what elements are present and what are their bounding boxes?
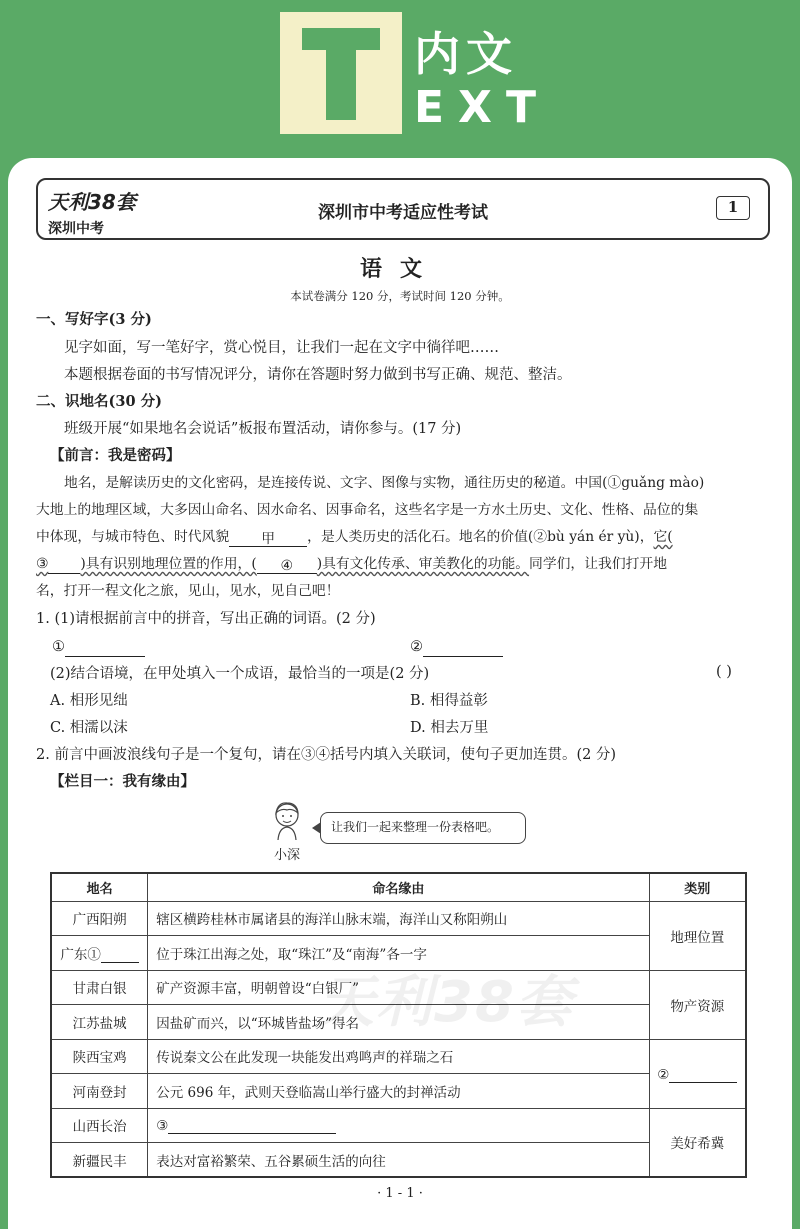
table-row: [51, 901, 746, 936]
reason-cell: 矿产资源丰富，明朝曾设“白银厂”: [148, 970, 649, 1005]
brand-sub: 深圳中考: [48, 221, 104, 237]
place-name-cell: 甘肃白银: [51, 970, 148, 1005]
header-cn: 内文: [414, 27, 518, 81]
reason-cell: 辖区横跨桂林市属诸县的海洋山脉末端，海洋山又称阳朔山: [148, 901, 649, 936]
title-bar: [36, 178, 770, 240]
option-c[interactable]: C. 相濡以沫: [50, 720, 128, 736]
preface-line-2: 大地上的地理区域，大多因山命名、因水命名、因事命名，这些名字是一方水土历史、文化、性格、品位的集: [36, 502, 699, 518]
preface-line-3: 中体现，与城市特色、时代风貌 甲 ，是人类历史的活化石。地名的价值(②bù yán ér yù)，它(: [36, 529, 673, 547]
header-banner: [0, 0, 800, 160]
watermark: 天利38套: [318, 970, 574, 1035]
option-a[interactable]: A. 相形见绌: [50, 693, 128, 709]
reason-cell: 公元 696 年，武则天登临嵩山举行盛大的封禅活动: [148, 1074, 649, 1109]
q1-answer-1: ①: [52, 637, 145, 657]
table-blank-1[interactable]: [101, 945, 139, 963]
answer-blank-2[interactable]: [423, 639, 503, 657]
place-name-cell: 山西长治: [51, 1108, 148, 1143]
avatar-label: 小深: [274, 848, 301, 863]
q1-answer-paren[interactable]: ( ): [716, 664, 732, 680]
q1-stem-2: (2)结合语境，在甲处填入一个成语，最恰当的一项是(2 分): [50, 666, 430, 682]
reason-cell: 因盐矿而兴，以“环城皆盐场”得名: [148, 1005, 649, 1040]
preface-line-4: ③ )具有识别地理位置的作用，( ④ )具有文化传承、审美教化的功能。同学们，让我们打开地: [36, 556, 668, 574]
category-cell: 美好希冀: [649, 1108, 746, 1177]
q2-stem: 2. 前言中画波浪线句子是一个复句，请在③④括号内填入关联词，使句子更加连贯。(2 分): [36, 747, 617, 763]
option-d[interactable]: D. 相去万里: [410, 720, 489, 736]
sec2-title: 二、识地名(30 分): [36, 393, 162, 410]
speech-bubble: 让我们一起来整理一份表格吧。: [320, 812, 526, 844]
reason-cell: ③: [148, 1108, 649, 1143]
table-row: [51, 1039, 746, 1074]
reason-cell: 传说秦文公在此发现一块能发出鸡鸣声的祥瑞之石: [148, 1039, 649, 1074]
subject-title: 语文: [359, 256, 440, 282]
sec1-p2: 本题根据卷面的书写情况评分，请你在答题时努力做到书写正确、规范、整洁。: [64, 367, 572, 383]
place-name-cell: 江苏盐城: [51, 1005, 148, 1040]
table-header: 命名缘由: [148, 873, 649, 901]
brand-logo: 天利38套: [48, 190, 136, 214]
table-blank-2[interactable]: [669, 1065, 737, 1083]
category-cell: 物产资源: [649, 970, 746, 1039]
sec1-title: 一、写好字(3 分): [36, 311, 152, 328]
paper: [8, 158, 792, 1229]
blank-3[interactable]: [48, 556, 80, 574]
exam-notice: 本试卷满分 120 分，考试时间 120 分钟。: [290, 289, 510, 303]
column1-title: 【栏目一：我有缘由】: [50, 773, 195, 790]
answer-blank-1[interactable]: [65, 639, 145, 657]
exam-title: 深圳市中考适应性考试: [318, 203, 488, 223]
table-row: [51, 1108, 746, 1143]
table-header: 地名: [51, 873, 148, 901]
reason-cell: 位于珠江出海之处，取“珠江”及“南海”各一字: [148, 936, 649, 971]
table-blank-3[interactable]: [168, 1116, 336, 1134]
reason-cell: 表达对富裕繁荣、五谷累硕生活的向往: [148, 1143, 649, 1178]
table-header: 类别: [649, 873, 746, 901]
page-number-box: 1: [716, 196, 750, 220]
sec2-intro: 班级开展“如果地名会说话”板报布置活动，请你参与。(17 分): [64, 421, 462, 437]
option-b[interactable]: B. 相得益彰: [410, 693, 488, 709]
sec1-p1: 见字如面，写一笔好字，赏心悦目，让我们一起在文字中徜徉吧……: [64, 340, 499, 356]
category-cell: 地理位置: [649, 901, 746, 970]
header-en: EXT: [414, 82, 550, 133]
place-name-cell: 新疆民丰: [51, 1143, 148, 1178]
preface-title: 【前言：我是密码】: [50, 447, 181, 464]
page-footer: · 1 - 1 ·: [377, 1186, 423, 1201]
preface-line-5: 名，打开一程文化之旅，见山，见水，见自己吧！: [36, 583, 340, 599]
table-header-row: [51, 873, 746, 901]
q1-stem: 1. (1)请根据前言中的拼音，写出正确的词语。(2 分): [36, 611, 376, 627]
place-name-cell: 陕西宝鸡: [51, 1039, 148, 1074]
blank-jia[interactable]: 甲: [229, 529, 307, 547]
place-name-cell: 广东①: [51, 936, 148, 971]
xiaoshen-avatar-icon: [270, 800, 304, 840]
table-row: [51, 1143, 746, 1178]
q1-answer-2: ②: [410, 637, 503, 657]
category-cell: ②: [649, 1039, 746, 1108]
table-row: [51, 1074, 746, 1109]
place-name-cell: 广西阳朔: [51, 901, 148, 936]
place-name-cell: 河南登封: [51, 1074, 148, 1109]
preface-line-1: 地名，是解读历史的文化密码，是连接传说、文字、图像与实物，通往历史的秘道。中国(①guǎng mào): [64, 475, 705, 491]
blank-4[interactable]: ④: [257, 556, 317, 574]
t-logo: [280, 12, 402, 134]
